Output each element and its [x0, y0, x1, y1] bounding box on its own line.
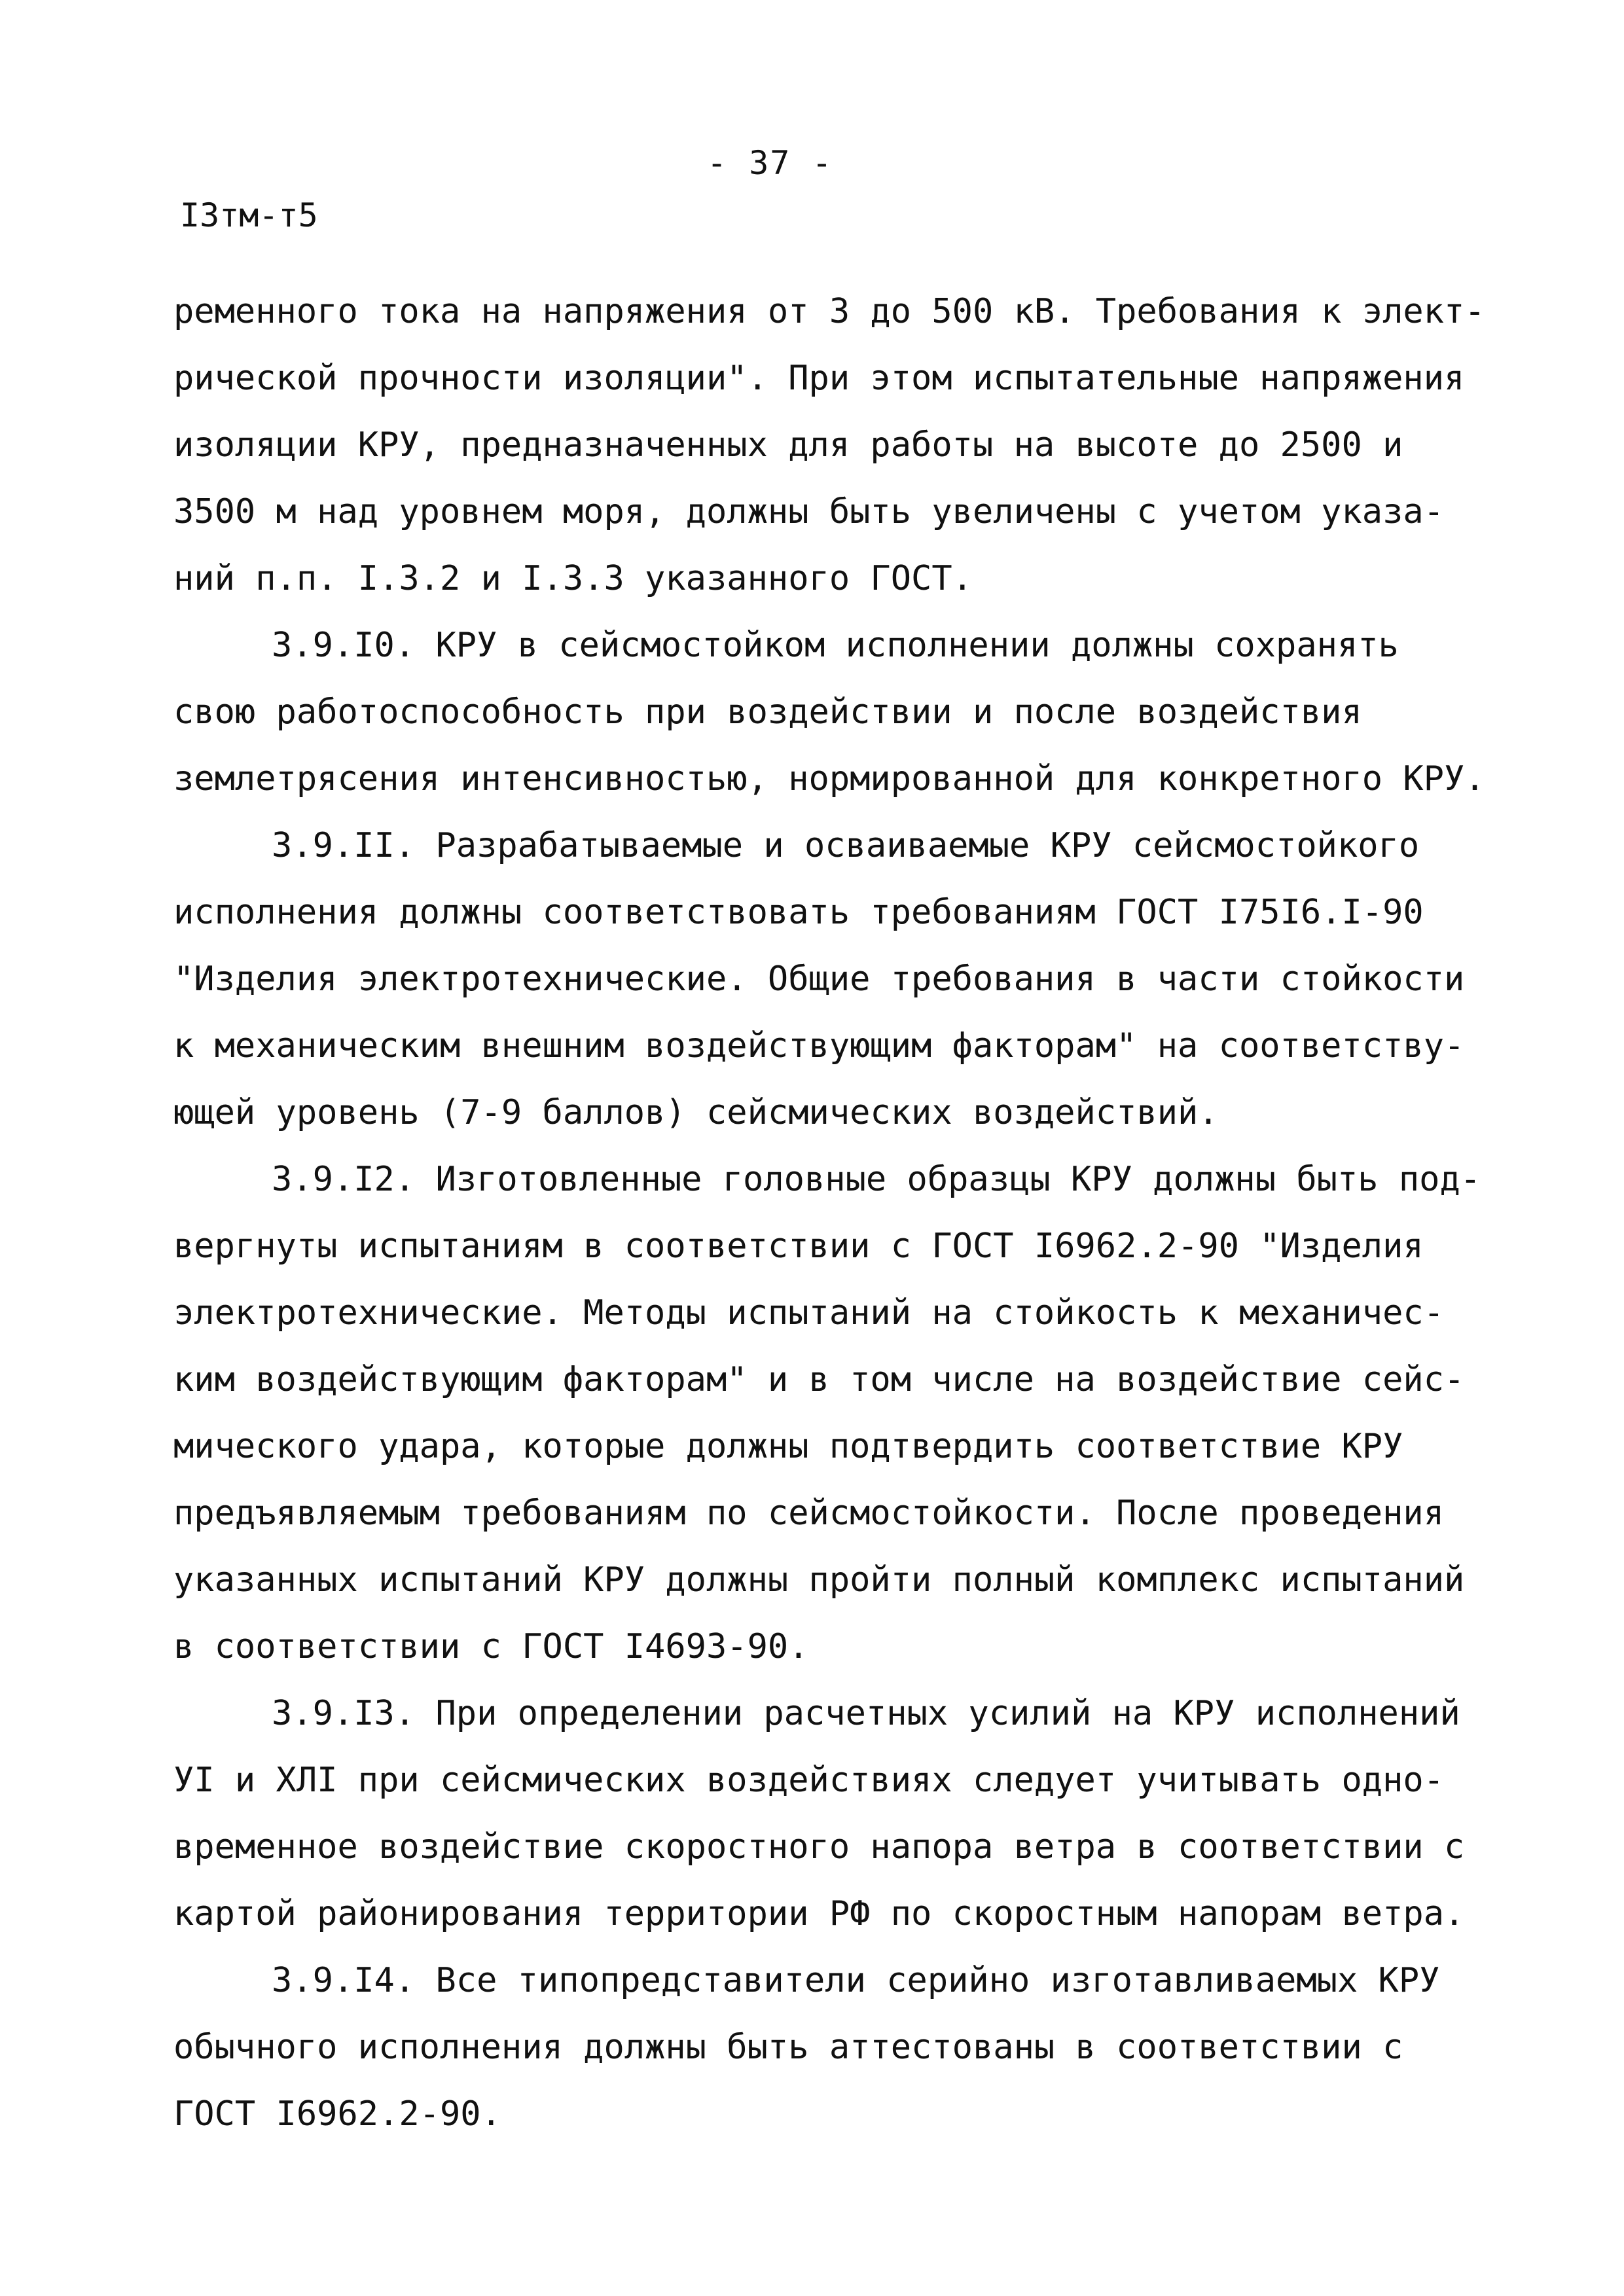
- text-line: ГОСТ I6962.2-90.: [173, 2094, 501, 2134]
- text-line: ний п.п. I.3.2 и I.3.3 указанного ГОСТ.: [173, 559, 973, 598]
- text-line: в соответствии с ГОСТ I4693-90.: [173, 1627, 809, 1666]
- text-line: свою работоспособность при воздействии и после воздействия: [173, 692, 1362, 732]
- text-line: УI и ХЛI при сейсмических воздействиях следует учитывать одно-: [173, 1761, 1445, 1800]
- body-text: [173, 278, 1522, 2147]
- text-line: к механическим внешним воздействующим факторам" на соответству-: [173, 1026, 1465, 1066]
- text-line: "Изделия электротехнические. Общие требования в части стойкости: [173, 960, 1465, 999]
- text-line: землетрясения интенсивностью, нормированной для конкретного КРУ.: [173, 759, 1485, 798]
- text-line: изоляции КРУ, предназначенных для работы на высоте до 2500 и: [173, 425, 1403, 465]
- text-line: 3500 м над уровнем моря, должны быть увеличены с учетом указа-: [173, 492, 1445, 531]
- text-line: предъявляемым требованиям по сейсмостойкости. После проведения: [173, 1494, 1445, 1533]
- page-number: - 37 -: [707, 144, 833, 182]
- text-line: картой районирования территории РФ по скоростным напорам ветра.: [173, 1894, 1465, 1933]
- paragraph-start-3-9-10: 3.9.I0. КРУ в сейсмостойком исполнении должны сохранять: [272, 626, 1399, 665]
- text-line: обычного исполнения должны быть аттестованы в соответствии с: [173, 2028, 1403, 2067]
- text-line: вергнуты испытаниям в соответствии с ГОСТ I6962.2-90 "Изделия: [173, 1227, 1424, 1266]
- paragraph-start-3-9-11: 3.9.II. Разрабатываемые и осваиваемые КРУ сейсмостойкого: [272, 826, 1420, 865]
- document-code: I3тм-т5: [180, 196, 318, 234]
- paragraph-start-3-9-13: 3.9.I3. При определении расчетных усилий на КРУ исполнений: [272, 1694, 1460, 1733]
- paragraph-start-3-9-12: 3.9.I2. Изготовленные головные образцы КРУ должны быть под-: [272, 1160, 1481, 1199]
- text-line: указанных испытаний КРУ должны пройти полный комплекс испытаний: [173, 1560, 1465, 1600]
- text-line: временное воздействие скоростного напора ветра в соответствии с: [173, 1827, 1465, 1867]
- text-line: ременного тока на напряжения от 3 до 500 кВ. Требования к элект-: [173, 292, 1485, 331]
- text-line: ким воздействующим факторам" и в том числе на воздействие сейс-: [173, 1360, 1465, 1399]
- text-line: электротехнические. Методы испытаний на стойкость к механичес-: [173, 1293, 1445, 1333]
- text-line: мического удара, которые должны подтвердить соответствие КРУ: [173, 1427, 1403, 1466]
- paragraph-start-3-9-14: 3.9.I4. Все типопредставители серийно изготавливаемых КРУ: [272, 1961, 1440, 2000]
- text-line: ющей уровень (7-9 баллов) сейсмических воздействий.: [173, 1093, 1219, 1132]
- text-line: исполнения должны соответствовать требованиям ГОСТ I75I6.I-90: [173, 893, 1424, 932]
- text-line: рической прочности изоляции". При этом испытательные напряжения: [173, 359, 1465, 398]
